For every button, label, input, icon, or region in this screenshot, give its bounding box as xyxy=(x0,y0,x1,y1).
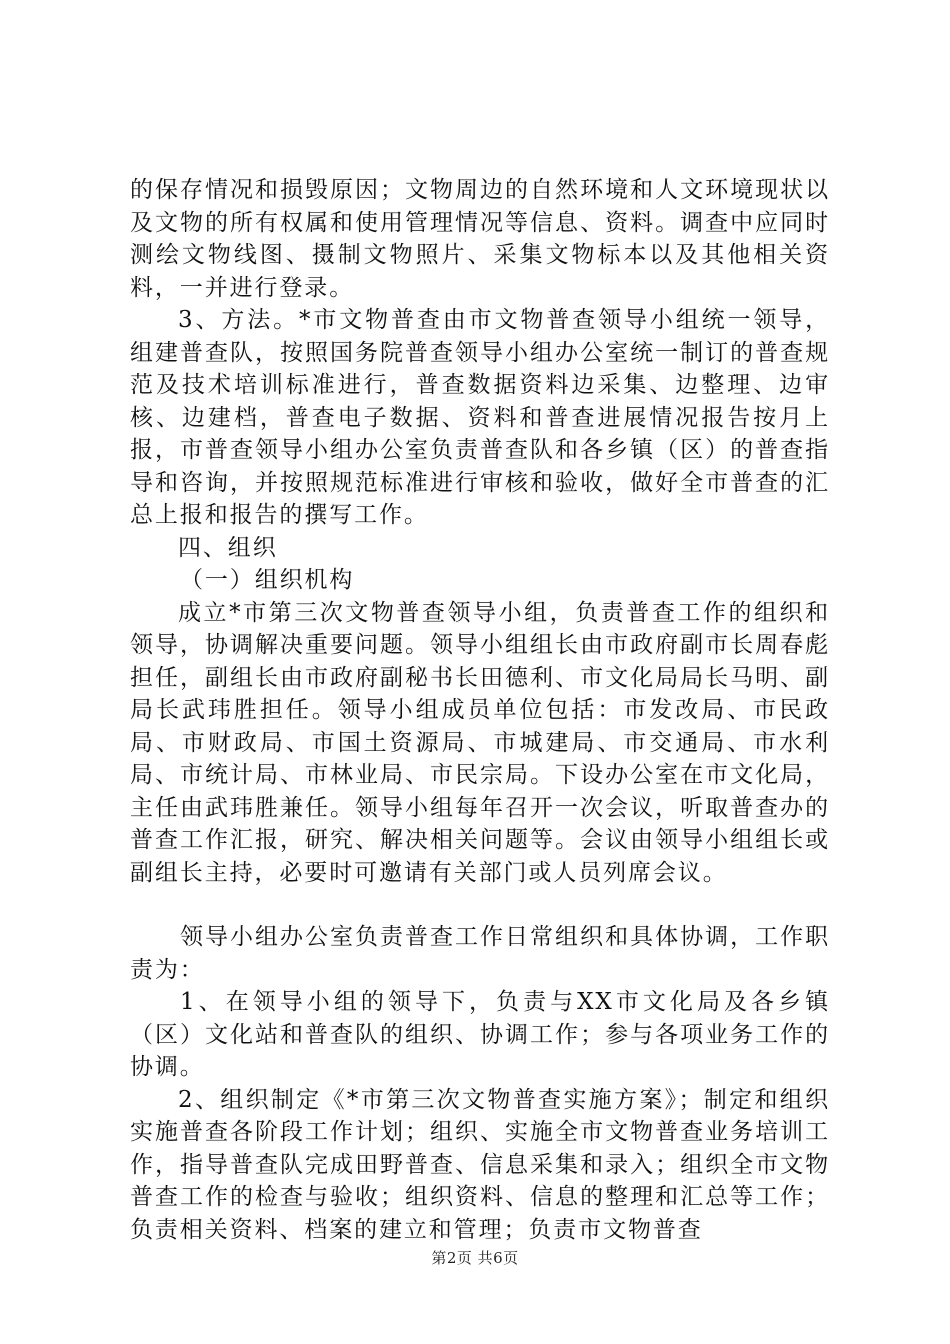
paragraph-method: 3、方法。*市文物普查由市文物普查领导小组统一领导，组建普查队，按照国务院普查领导小组办公室统一制订的普查规范及技术培训标准进行，普查数据资料边采集、边整理、边审核、边建档，普查电子数据、资料和普查进展情况报告按月上报，市普查领导小组办公室负责普查队和各乡镇（区）的普查指导和咨询，并按照规范标准进行审核和验收，做好全市普查的汇总上报和报告的撰写工作。 xyxy=(130,307,830,528)
section-heading-organization: 四、组织 xyxy=(178,534,278,561)
paragraph-office-duties: 领导小组办公室负责普查工作日常组织和具体协调，工作职责为： xyxy=(130,924,830,983)
list-item-duty-2: 2、组织制定《*市第三次文物普查实施方案》；制定和组织实施普查各阶段工作计划；组织、实施全市文物普查业务培训工作，指导普查队完成田野普查、信息采集和录入；组织全市文物普查工作的检查与验收；组织资料、信息的整理和汇总等工作；负责相关资料、档案的建立和管理；负责市文物普查 xyxy=(130,1086,830,1243)
document-body xyxy=(130,174,830,1246)
paragraph-leading-group: 成立*市第三次文物普查领导小组，负责普查工作的组织和领导，协调解决重要问题。领导小组组长由市政府副市长周春彪担任，副组长由市政府副秘书长田德利、市文化局局长马明、副局长武玮胜担任。领导小组成员单位包括：市发改局、市民政局、市财政局、市国土资源局、市城建局、市交通局、市水利局、市统计局、市林业局、市民宗局。下设办公室在市文化局，主任由武玮胜兼任。领导小组每年召开一次会议，听取普查办的普查工作汇报，研究、解决相关问题等。会议由领导小组组长或副组长主持，必要时可邀请有关部门或人员列席会议。 xyxy=(130,599,830,886)
list-item-duty-1: 1、在领导小组的领导下，负责与XX市文化局及各乡镇（区）文化站和普查队的组织、协调工作；参与各项业务工作的协调。 xyxy=(130,989,830,1080)
paragraph-gap xyxy=(130,889,830,921)
subsection-heading-structure: （一）组织机构 xyxy=(180,567,355,593)
paragraph-continuation: 的保存情况和损毁原因；文物周边的自然环境和人文环境现状以及文物的所有权属和使用管理情况等信息、资料。调查中应同时测绘文物线图、摄制文物照片、采集文物标本以及其他相关资料，一并进行登录。 xyxy=(130,177,830,301)
page-number-footer: 第2页 共6页 xyxy=(431,1249,519,1267)
